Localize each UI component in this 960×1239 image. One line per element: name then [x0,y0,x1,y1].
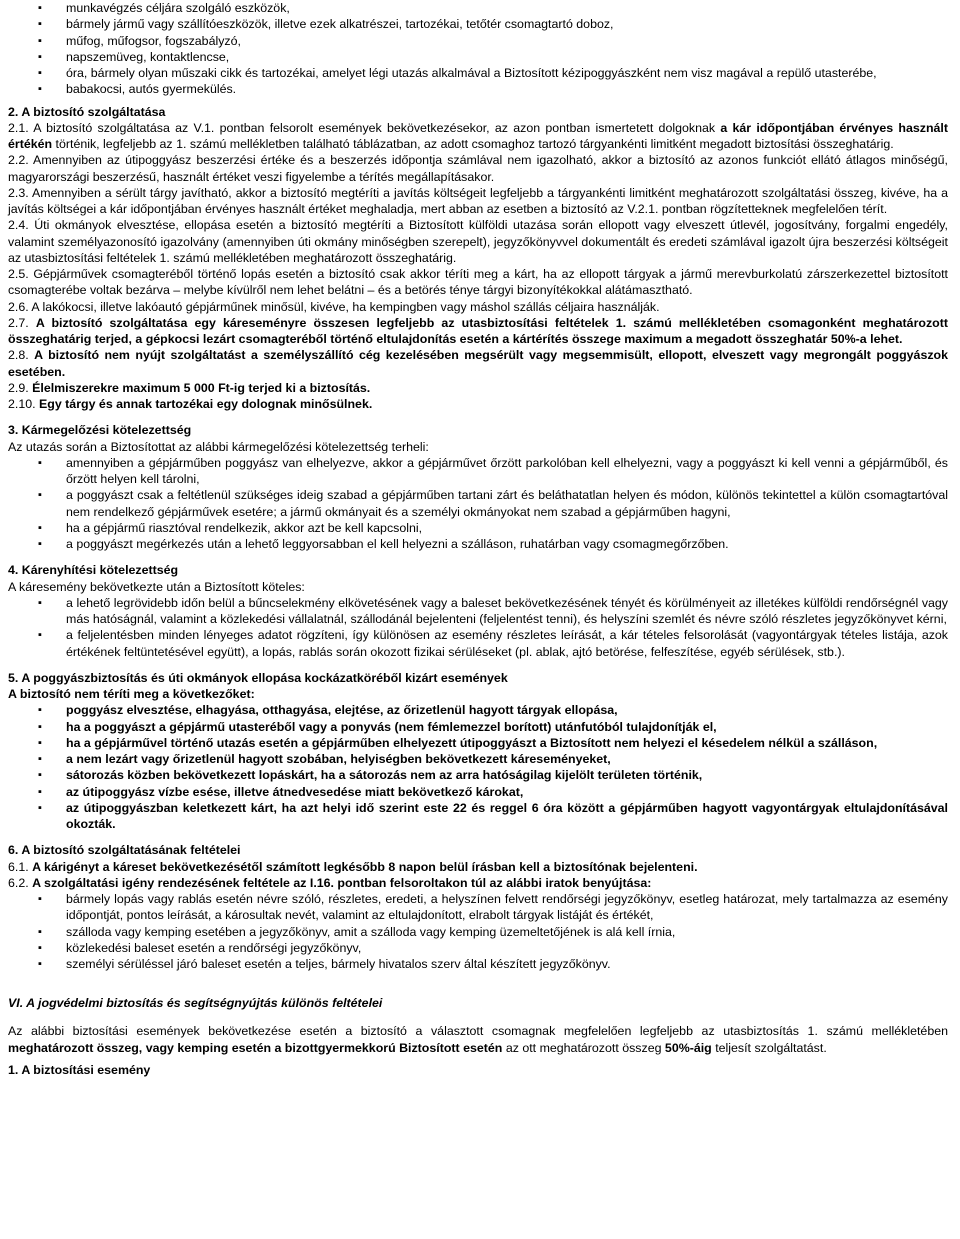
list-item: ▪ a lehető legrövidebb időn belül a bűncselekmény elkövetésének vagy a baleset bekövetkezésének tényét és körülményeit az illetékes külföldi rendőrségnél vagy más hatóságnál, valamint a közlekedési vállalatnál, szállodánál bejelenteni (feljelentést tenni), és helyszíni szemlét és névre szóló részletes jegyzőkönyvet kérni, [66,595,948,628]
text: Az alábbi biztosítási események bekövetkezése esetén a biztosító a választott csomagnak megfelelően legfeljebb az utasbiztosítás 1. számú mellékletében [8,1024,948,1039]
bold-text: meghatározott összeg, vagy kemping esetén a bizottgyermekkorú Biztosított esetén [8,1040,503,1055]
text: 2.1. A biztosító szolgáltatása az V.1. pontban felsorolt események bekövetkezésekor, az azon pontban ismertetett dolgoknak [8,120,721,135]
section-heading: 5. A poggyászbiztosítás és úti okmányok ellopása kockázatköréből kizárt események [8,670,508,685]
bold-text: A kárigényt a káreset bekövetkezésétől számított legkésőbb 8 napon belül írásban kell a biztosítónak bejelenteni. [32,859,698,874]
text: történik, legfeljebb az 1. számú mellékletben található táblázatban, az adott csomaghoz tartozó tárgyankénti limitként megadott biztosítási összeghatárig. [52,137,894,151]
paragraph [8,315,948,348]
paragraph [8,120,948,153]
section-heading: 4. Kárenyhítési kötelezettség [8,563,179,578]
text: 2.10. [8,397,40,411]
bold-text: A szolgáltatási igény rendezésének feltétele az I.16. pontban felsoroltakon túl az alábbi iratok benyújtása: [32,875,652,890]
list-item: ▪ munkavégzés céljára szolgáló eszközök, [66,0,948,16]
text: az ott meghatározott összeg [502,1040,665,1055]
paragraph [8,396,948,412]
text: 6.1. [8,859,33,874]
list-item: ▪ műfog, műfogsor, fogszabályzó, [66,33,948,49]
paragraph [8,347,948,380]
section-heading: 2. A biztosító szolgáltatása [8,104,166,119]
bold-text: Élelmiszerekre maximum 5 000 Ft-ig terjed ki a biztosítás. [32,380,371,395]
paragraph: 2.6. A lakókocsi, illetve lakóautó gépjárműnek minősül, kivéve, ha kempingben vagy máshol szállás céljaira használják. [8,299,660,314]
paragraph [8,1023,948,1056]
list-item: ▪ közlekedési baleset esetén a rendőrségi jegyzőkönyv, [66,940,948,956]
list-item: ▪ a nem lezárt vagy őrizetlenül hagyott szobában, helyiségben bekövetkezett káreseményeket, [66,751,948,767]
list-item: ▪ sátorozás közben bekövetkezett lopáskárt, ha a sátorozás nem az arra hatóságilag kijelölt területen történik, [66,767,948,783]
list-item: ▪ ha a poggyászt a gépjármű utasteréből vagy a ponyvás (nem fémlemezzel borított) utánfutóból tulajdonítják el, [66,719,948,735]
chapter-heading: VI. A jogvédelmi biztosítás és segítségnyújtás különös feltételei [8,995,383,1010]
list-item: ▪ napszemüveg, kontaktlencse, [66,49,948,65]
list-item: ▪ az útipoggyász vízbe esése, illetve átnedvesedése miatt bekövetkező károkat, [66,784,948,800]
list-item: ▪ bármely jármű vagy szállítóeszközök, illetve ezek alkatrészei, tartozékai, tetőtér csomagtartó doboz, [66,16,948,32]
list-item: ▪ babakocsi, autós gyermekülés. [66,81,948,97]
list-item: ▪ amennyiben a gépjárműben poggyász van elhelyezve, akkor a gépjárművet őrzött parkolóban kell elhelyezni, vagy a poggyászt ki kell venni a gépjárműből, és őrzött helyen kell tárolni, [66,455,948,488]
list-item: ▪ óra, bármely olyan műszaki cikk és tartozékai, amelyet légi utazás alkalmával a Biztosított kézipoggyászként nem visz magával a repülő utasterébe, [66,65,948,81]
text: 2.7. [8,315,36,330]
paragraph [8,875,948,891]
bold-text: A biztosító szolgáltatása egy káreseményre összesen legfeljebb az utasbiztosítási feltételek 1. számú mellékletében csomagonként meghatározott összeghatárig terjed, a gépkocsi lezárt csomagteréből történő eltulajdonítás esetén a kártérítés összege maximum a megadott összeghatár 50%-a lehet. [8,315,948,346]
list-item: ▪ szálloda vagy kemping esetében a jegyzőkönyv, amit a szálloda vagy kemping üzemeltetőjének is alá kell írnia, [66,924,948,940]
paragraph: 2.4. Úti okmányok elvesztése, ellopása esetén a biztosító megtéríti a Biztosított külföldi utazása során ellopott vagy elveszett útlevél, jogosítvány, forgalmi engedély, valamint személyazonosító igazolvány (amennyiben úti okmány minőségben szerepelt), jegyzőkönyvvel dokumentált és eredeti számlával igazolt újra beszerzési költségeit az utasbiztosítási feltételek 1. számú mellékletében meghatározott összeghatárig. [8,218,948,265]
list-item: ▪ a poggyászt csak a feltétlenül szükséges ideig szabad a gépjárműben tartani zárt és beláthatatlan helyen és módon, különös tekintettel a külön csomagtartóval nem rendelkező gépjárművek esetére; a jármű okmányait és a személyi okmányokat nem szabad a gépjárműben hagyni, [66,487,948,520]
list-item: ▪ a feljelentésben minden lényeges adatot rögzíteni, így különösen az esemény részletes leírását, a kár tételes felsorolását (vagyontárgyak tételes listája, azok értékének feltüntetésével együtt), a lopás, rablás során okozott fizikai sérüléseket (pl. ablak, ajtó betörése, felfeszítése, egyéb sérülések, stb.). [66,627,948,660]
section-heading: 3. Kármegelőzési kötelezettség [8,423,192,438]
paragraph: A káresemény bekövetkezte után a Biztosított köteles: [8,579,305,594]
paragraph: A biztosító nem téríti meg a következőket: [8,687,255,701]
bold-text: Egy tárgy és annak tartozékai egy dolognak minősülnek. [39,397,373,411]
list-item: ▪ ha a gépjárművel történő utazás esetén a gépjárműben elhelyezett útipoggyászt a Biztosított nem helyezi el késedelem nélkül a szálláson, [66,735,948,751]
text: 6.2. [8,875,33,890]
list-item: ▪ az útipoggyászban keletkezett kárt, ha azt helyi idő szerint este 22 és reggel 6 óra között a gépjárműben hagyott vagyontárgyak eltulajdonításával okozták. [66,800,948,833]
bold-text: 50%-áig [664,1040,712,1055]
subsection-heading: 1. A biztosítási esemény [8,1062,151,1077]
text: 2.9. [8,380,33,395]
paragraph [8,380,948,396]
bold-text: a kár időpontjában érvényes használt értékén [8,120,948,151]
list-item: ▪ a poggyászt megérkezés után a lehető leggyorsabban el kell helyezni a szálláson, ruhatárban vagy csomagmegőrzőben. [66,536,948,552]
paragraph [8,859,948,875]
section-heading: 6. A biztosító szolgáltatásának feltételei [8,843,241,858]
list-item: ▪ személyi sérüléssel járó baleset esetén a teljes, bármely hivatalos szerv által készített jegyzőkönyv. [66,956,948,972]
list-item: ▪ ha a gépjármű riasztóval rendelkezik, akkor azt be kell kapcsolni, [66,520,948,536]
top-bullet-list [8,0,948,98]
text: 2.8. [8,348,35,363]
text: teljesít szolgáltatást. [711,1040,827,1055]
paragraph: 2.5. Gépjárművek csomagteréből történő lopás esetén a biztosító csak akkor téríti meg a kárt, ha az ellopott tárgyak a jármű merevburkolatú zárszerkezettel biztosított csomagterébe voltak bezárva – melybe kívülről nem lehet belátni – és a betörés ténye tárgyi bizonyítékokkal alátámasztható. [8,267,948,298]
paragraph: 2.3. Amennyiben a sérült tárgy javítható, akkor a biztosító megtéríti a javítás költségeit legfeljebb a tárgyankénti limitként meghatározott szolgáltatási összeg, kivéve, ha a javítás költségei a kár időpontjában érvényes használt értéket meghaladja, mert abban az esetben a biztosító az V.2.1. pontban rögzítetteknek megfelelően térít. [8,185,948,216]
list-item: ▪ poggyász elvesztése, elhagyása, otthagyása, elejtése, az őrizetlenül hagyott tárgyak ellopása, [66,702,948,718]
list-item: ▪ bármely lopás vagy rablás esetén névre szóló, részletes, eredeti, a helyszínen felvett rendőrségi jegyzőkönyv, esetleg határozat, mely tartalmazza az esemény időpontját, pontos leírását, a károsultak nevét, valamint az eltulajdonított, elrabolt tárgyak listáját és értékét, [66,891,948,924]
bold-text: A biztosító nem nyújt szolgáltatást a személyszállító cég kezelésében megsérült vagy megsemmisült, ellopott, elveszett vagy megrongált poggyászok esetében. [8,348,948,379]
paragraph: 2.2. Amennyiben az útipoggyász beszerzési értéke és a beszerzés időpontja számlával nem igazolható, akkor a biztosító az azonos funkciót ellátó átlagos minőségű, magyarországi beszerzésű, használt értéket veszi figyelembe a térítés megállapításakor. [8,153,948,184]
paragraph: Az utazás során a Biztosítottat az alábbi kármegelőzési kötelezettség terheli: [8,439,429,454]
